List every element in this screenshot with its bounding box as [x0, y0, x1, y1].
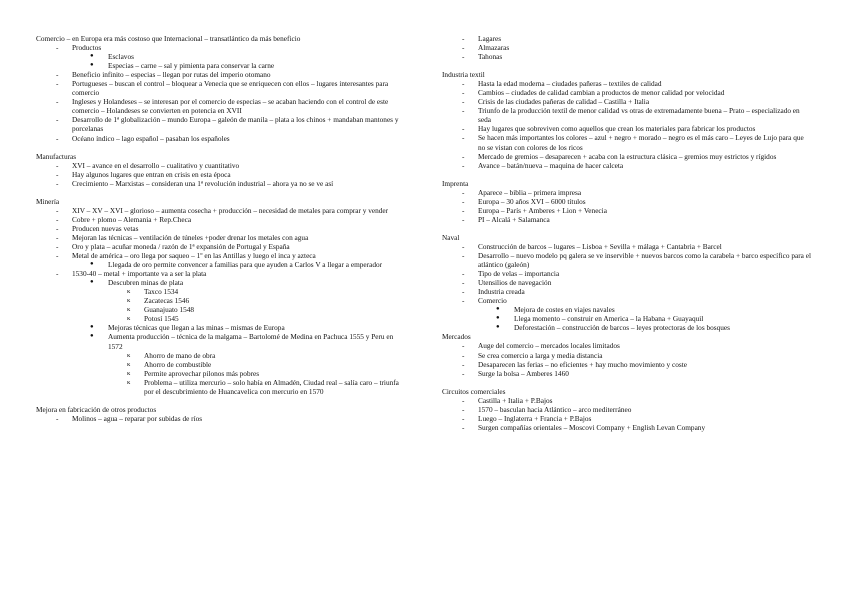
list-item: - Beneficio infinito – especias – llegan por rutas del imperio otomano [56, 70, 271, 80]
section-mejora-fabricacion [36, 405, 406, 423]
list-item: - Productos [56, 43, 102, 53]
list-item: - Molinos – agua – reparar por subidas de ríos [56, 413, 203, 423]
list-item: - Se crea comercio a larga y media distancia [462, 350, 603, 360]
list-item: - Triunfo de la producción textil de menor calidad vs otras de extremadamente buena – Prato – especializado en seda [462, 106, 800, 125]
list-item: - Océano índico – lago español – pasaban los españoles [56, 133, 230, 143]
list-item: - Castilla + Italia + P.Bajos [462, 395, 553, 405]
list-item: ĸ Ahorro de mano de obra [127, 350, 216, 360]
section-title: Circuitos comerciales [442, 386, 506, 396]
section-circuitos-comerciales [442, 387, 812, 432]
list-item: - Comercio [462, 296, 507, 306]
list-item: ĸ Potosí 1545 [127, 314, 179, 324]
list-item: ● Llega momento – construir en America – la Habana + Guayaquil [496, 314, 704, 324]
section-molinos-cont [442, 34, 812, 61]
list-item: ● Aumenta producción – técnica de la malgama – Bartolomé de Medina en Pachuca 1555 y Peru en 1572 [90, 332, 394, 351]
section-comercio [36, 34, 406, 143]
list-item: - Crisis de las ciudades pañeras de calidad – Castilla + Italia [462, 97, 650, 107]
list-item: ĸ Taxco 1534 [127, 287, 179, 297]
list-item: - Hay algunos lugares que entran en crisis en esta época [56, 169, 231, 179]
list-item: - Surge la bolsa – Amberes 1460 [462, 368, 569, 378]
list-item: - Se hacen más importantes los colores – azul + negro + morado – negro es el más caro – Leyes de Lujo para que no se vistan con colores de los ricos [462, 133, 804, 152]
list-item: - Hay lugares que sobreviven como aquellos que crean los materiales para fabricar los productos [462, 124, 756, 134]
list-item: ● Llegada de oro permite convencer a familias para que ayuden a Carlos V a llegar a emperador [90, 260, 383, 270]
list-item: - Portugueses – buscan el control – bloquear a Venecia que se enriquecen con ellos – lugares interesantes para comercio [56, 79, 389, 98]
list-item: - Tahonas [462, 52, 503, 62]
section-title: Industria textil [442, 70, 485, 80]
list-item: ● Esclavos [90, 52, 134, 62]
list-item: - Aparece – biblia – primera impresa [462, 187, 582, 197]
section-naval [442, 233, 812, 333]
list-item: - Avance – batán/nueva – maquina de hacer calceta [462, 160, 624, 170]
section-manufacturas [36, 152, 406, 188]
list-item: ĸ Permite aprovechar pilonos más pobres [127, 368, 260, 378]
list-item: - XVI – avance en el desarrollo – cualitativo y cuantitativo [56, 160, 240, 170]
left-column [36, 34, 406, 423]
section-title: Imprenta [442, 178, 469, 188]
list-item: - Europa – 30 años XVI – 6000 títulos [462, 196, 586, 206]
list-item: - Lagares [462, 34, 502, 43]
list-item: - Almazaras [462, 43, 510, 53]
list-item: - Desaparecen las ferias – no eficientes + hay mucho movimiento y coste [462, 359, 687, 369]
list-item: ● Mejora de costes en viajes navales [496, 305, 615, 315]
list-item: ĸ Guanajuato 1548 [127, 305, 195, 315]
list-item: - Metal de américa – oro llega por saqueo – 1º en las Antillas y luego el inca y azteca [56, 251, 316, 261]
list-item: ● Especias – carne – sal y pimienta para conservar la carne [90, 61, 275, 71]
list-item: ● Deforestación – construcción de barcos – leyes protectoras de los bosques [496, 323, 730, 333]
section-title: Naval [442, 232, 460, 242]
list-item: - Utensilios de navegación [462, 278, 552, 288]
list-item: - Desarrollo de 1ª globalización – mundo Europa – galeón de manila – plata a los chinos + mandaban mantones y porcelanas [56, 115, 399, 134]
list-item: - 1570 – basculan hacia Atlántico – arco mediterráneo [462, 404, 632, 414]
list-item: - Desarrollo – nuevo modelo pq galera se ve inservible + nuevos barcos como la carabela + barco específico para el atlántico (galeón) [462, 250, 812, 270]
section-title: Mejora en fabricación de otros productos [36, 404, 157, 414]
section-title: Mercados [442, 332, 471, 342]
list-item: ● Descubren minas de plata [90, 278, 184, 288]
section-title: Manufacturas [36, 151, 77, 161]
list-item: - Mejoran las técnicas – ventilación de túneles +poder drenar los metales con agua [56, 232, 309, 242]
list-item: - Cambios – ciudades de calidad cambian a productos de menor calidad por velocidad [462, 88, 725, 98]
list-item: - Europa – París + Amberes + Lion + Venecia [462, 205, 607, 215]
list-item: - Luego – Inglaterra + Francia + P.Bajos [462, 413, 592, 423]
section-title: Comercio – en Europa era más costoso que Internacional – transatlántico da más beneficio [36, 34, 301, 43]
list-item: - Surgen compañías orientales – Moscovi Company + English Levan Company [462, 422, 706, 432]
list-item: - Hasta la edad moderna – ciudades pañeras – textiles de calidad [462, 79, 662, 89]
list-item: - Crecimiento – Marxistas – consideran una 1ª revolución industrial – ahora ya no se ve así [56, 178, 334, 188]
list-item: ● Mejoras técnicas que llegan a las minas – mismas de Europa [90, 323, 285, 333]
right-column [442, 34, 812, 432]
list-item: - Industria creada [462, 287, 525, 297]
section-mineria [36, 197, 406, 396]
section-industria-textil [442, 70, 812, 170]
list-item: - Auge del comercio – mercados locales limitados [462, 341, 620, 351]
list-item: - PI – Alcalá + Salamanca [462, 214, 550, 224]
section-imprenta [442, 179, 812, 224]
list-item: - Ingleses y Holandeses – se interesan por el comercio de especias – se acaban haciendo con el control de este comercio – Holandeses se convierten en potencia en XVII [56, 97, 389, 116]
list-item: - Oro y plata – acuñar moneda / razón de 1ª expansión de Portugal y España [56, 241, 290, 251]
section-mercados [442, 332, 812, 377]
list-item: ĸ Zacatecas 1546 [127, 296, 190, 306]
list-item: - Producen nuevas vetas [56, 223, 139, 233]
list-item: - XIV – XV – XVI – glorioso – aumenta cosecha + producción – necesidad de metales para comprar y vender [56, 205, 389, 215]
list-item: ĸ Ahorro de combustible [127, 359, 212, 369]
section-title: Minería [36, 196, 60, 206]
list-item: - Cobre + plomo – Alemania + Rep.Checa [56, 214, 192, 224]
list-item: - Tipo de velas – importancia [462, 269, 560, 279]
list-item: - 1530-40 – metal + importante va a ser la plata [56, 269, 207, 279]
list-item: - Construcción de barcos – lugares – Lisboa + Sevilla + málaga + Cantabria + Barcel [462, 241, 722, 251]
list-item: - Mercado de gremios – desaparecen + acaba con la estructura clásica – gremios muy estrictos y rígidos [462, 151, 777, 161]
list-item: ĸ Problema – utiliza mercurio – solo había en Almadén, Ciudad real – salía caro – triunfa por el descubrimiento de Huancavelica con mercurio en 1570 [127, 377, 399, 396]
